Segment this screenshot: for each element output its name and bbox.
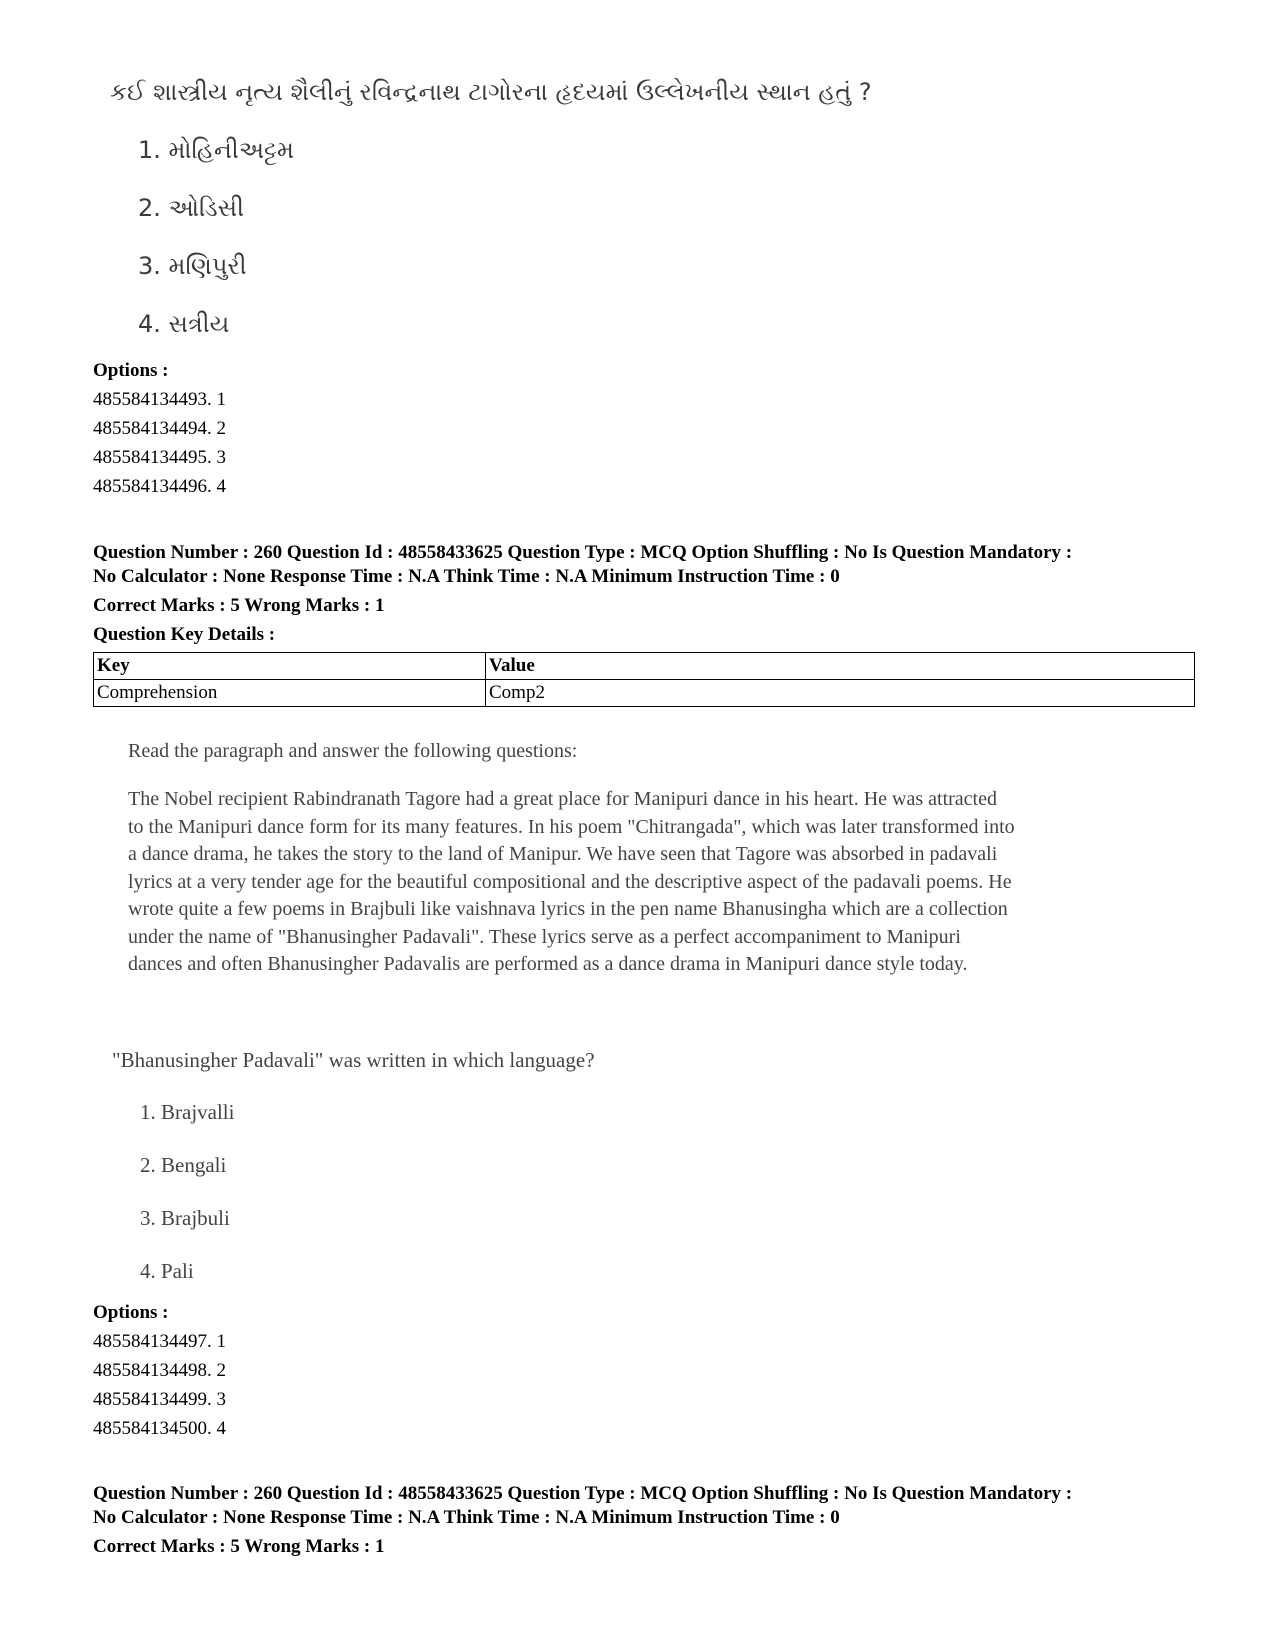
question-meta-line-2: No Calculator : None Response Time : N.A Think Time : N.A Minimum Instruction Time : 0 bbox=[93, 1507, 840, 1528]
option-id-line: 485584134499. 3 bbox=[93, 1389, 226, 1410]
passage-line: lyrics at a very tender age for the beautiful compositional and the descriptive aspect of the padavali poems. He bbox=[128, 870, 1012, 893]
question-marks: Correct Marks : 5 Wrong Marks : 1 bbox=[93, 1536, 385, 1557]
question-key-details-label: Question Key Details : bbox=[93, 624, 276, 645]
passage-line: under the name of "Bhanusingher Padavali". These lyrics serve as a perfect accompaniment to Manipuri bbox=[128, 925, 961, 948]
options-heading-2: Options : bbox=[93, 1302, 169, 1323]
gujarati-question-text: કઈ શાસ્ત્રીય નૃત્ય શૈલીનું રવિન્દ્રનાથ ટાગોરના હૃદયમાં ઉલ્લેખનીય સ્થાન હતું ? bbox=[110, 78, 872, 106]
option-id-line: 485584134498. 2 bbox=[93, 1360, 226, 1381]
passage-line: wrote quite a few poems in Brajbuli like vaishnava lyrics in the pen name Bhanusingha which are a collection bbox=[128, 898, 1008, 920]
english-choice-4: 4. Pali bbox=[140, 1259, 194, 1283]
key-header: Key bbox=[94, 653, 486, 680]
english-choice-3: 3. Brajbuli bbox=[140, 1206, 230, 1230]
value-cell: Comp2 bbox=[486, 680, 1195, 707]
gujarati-choice-1: 1. મોહિનીઅટ્ટમ bbox=[138, 136, 294, 164]
option-id-line: 485584134495. 3 bbox=[93, 447, 226, 468]
question-key-table bbox=[93, 652, 1195, 707]
option-id-line: 485584134494. 2 bbox=[93, 418, 226, 439]
english-question-text: "Bhanusingher Padavali" was written in which language? bbox=[112, 1048, 595, 1072]
question-meta-line-1: Question Number : 260 Question Id : 48558433625 Question Type : MCQ Option Shuffling : No Is Question Mandatory : bbox=[93, 542, 1073, 563]
question-marks: Correct Marks : 5 Wrong Marks : 1 bbox=[93, 595, 385, 616]
passage-line: to the Manipuri dance form for its many features. In his poem "Chitrangada", which was later transformed into bbox=[128, 815, 1015, 838]
option-id-line: 485584134500. 4 bbox=[93, 1418, 226, 1439]
passage-line: dances and often Bhanusingher Padavalis are performed as a dance drama in Manipuri dance style today. bbox=[128, 953, 968, 975]
key-table-header-row bbox=[94, 653, 1195, 680]
option-id-line: 485584134497. 1 bbox=[93, 1331, 226, 1352]
key-cell: Comprehension bbox=[94, 680, 486, 707]
passage-line: The Nobel recipient Rabindranath Tagore had a great place for Manipuri dance in his heart. He was attracted bbox=[128, 788, 997, 810]
option-id-line: 485584134496. 4 bbox=[93, 476, 226, 497]
comprehension-passage bbox=[128, 786, 1188, 979]
gujarati-choice-4: 4. સત્રીય bbox=[138, 310, 230, 338]
gujarati-choice-3: 3. મણિપુરી bbox=[138, 252, 247, 280]
english-choice-2: 2. Bengali bbox=[140, 1153, 227, 1177]
option-id-line: 485584134493. 1 bbox=[93, 389, 226, 410]
options-heading-1: Options : bbox=[93, 360, 169, 381]
question-meta-line-2: No Calculator : None Response Time : N.A Think Time : N.A Minimum Instruction Time : 0 bbox=[93, 566, 840, 587]
passage-line: a dance drama, he takes the story to the land of Manipur. We have seen that Tagore was absorbed in padavali bbox=[128, 843, 998, 865]
question-meta-line-1: Question Number : 260 Question Id : 48558433625 Question Type : MCQ Option Shuffling : No Is Question Mandatory : bbox=[93, 1483, 1073, 1504]
english-choice-1: 1. Brajvalli bbox=[140, 1100, 235, 1124]
passage-instruction: Read the paragraph and answer the following questions: bbox=[128, 740, 578, 762]
table-row bbox=[94, 680, 1195, 707]
gujarati-choice-2: 2. ઓડિસી bbox=[138, 194, 244, 222]
value-header: Value bbox=[486, 653, 1195, 680]
